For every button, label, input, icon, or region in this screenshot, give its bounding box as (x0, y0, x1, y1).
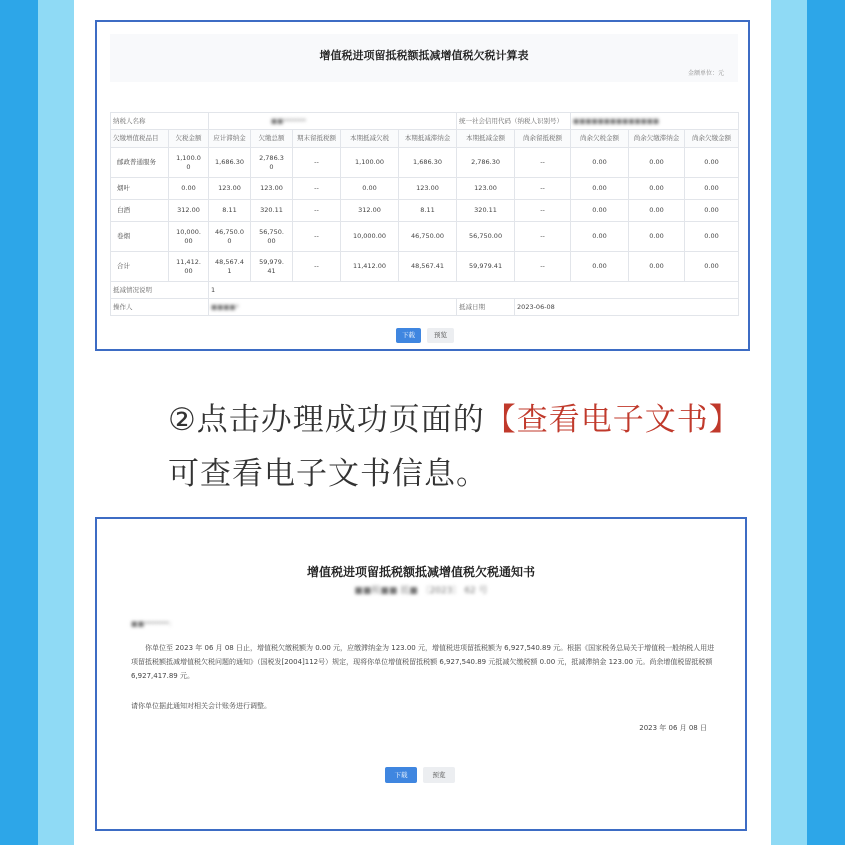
notice-date: 2023 年 06 月 08 日 (639, 724, 707, 732)
table-cell: 312.00 (169, 200, 209, 222)
table-header-row (111, 130, 739, 148)
table-cell: 123.00 (399, 178, 457, 200)
table-cell: -- (293, 252, 341, 282)
table-cell: 0.00 (685, 148, 739, 178)
table-cell: -- (293, 222, 341, 252)
table-cell: 11,412. 00 (169, 252, 209, 282)
deduction-note-label: 抵减情况说明 (111, 282, 209, 299)
row-item-name: 邮政普通服务 (111, 148, 169, 178)
table-cell: 0.00 (629, 222, 685, 252)
table-cell: -- (515, 222, 571, 252)
table-cell: 1,686.30 (399, 148, 457, 178)
operator-label: 操作人 (111, 299, 209, 316)
table-cell: 59,979.41 (457, 252, 515, 282)
table-cell: 59,979. 41 (251, 252, 293, 282)
table-cell: 8.11 (399, 200, 457, 222)
header-cell: 尚余留抵税额 (515, 130, 571, 148)
deduction-note-row (111, 282, 739, 299)
table-cell: 46,750.0 0 (209, 222, 251, 252)
taxpayer-name-label: 纳税人名称 (111, 113, 209, 130)
notice-note: 请你单位据此通知对相关会计账务进行调整。 (131, 702, 271, 710)
table-cell: 10,000.00 (341, 222, 399, 252)
table-cell: 0.00 (571, 148, 629, 178)
notice-doc-number: ■■税■■ 抵■ 〔2023〕 62 号 (354, 586, 488, 596)
header-cell: 本期抵减滞纳金 (399, 130, 457, 148)
table-cell: 0.00 (571, 252, 629, 282)
row-item-name: 卷烟 (111, 222, 169, 252)
table-cell: 0.00 (341, 178, 399, 200)
table-cell: 0.00 (685, 200, 739, 222)
table-cell: 1,100.0 0 (169, 148, 209, 178)
credit-code-value: ■■■■■■■■■■■■■■ (571, 113, 739, 130)
table-row (111, 148, 739, 178)
table-cell: 0.00 (571, 178, 629, 200)
table-cell: 123.00 (251, 178, 293, 200)
deduction-date-value: 2023-06-08 (515, 299, 739, 316)
table-cell: 123.00 (457, 178, 515, 200)
header-cell: 欠税金额 (169, 130, 209, 148)
calc-table-screenshot (95, 20, 750, 351)
table-cell: -- (293, 178, 341, 200)
caption-highlight: 【查看电子文书】 (484, 402, 741, 438)
operator-value: ■■■■* (209, 299, 457, 316)
table-cell: -- (515, 178, 571, 200)
table-cell: 0.00 (629, 178, 685, 200)
calc-preview-button[interactable]: 预览 (427, 328, 454, 343)
table-cell: -- (515, 200, 571, 222)
table-cell: 8.11 (209, 200, 251, 222)
taxpayer-info-row (111, 113, 739, 130)
header-cell: 应计滞纳金 (209, 130, 251, 148)
background-stripe-right-light (771, 0, 807, 845)
table-cell: 0.00 (685, 178, 739, 200)
operator-row (111, 299, 739, 316)
table-cell: 0.00 (571, 200, 629, 222)
notice-addressee: ■■*******： (131, 620, 176, 628)
table-cell: 320.11 (251, 200, 293, 222)
table-cell: 10,000. 00 (169, 222, 209, 252)
row-item-name: 白酒 (111, 200, 169, 222)
table-row (111, 252, 739, 282)
caption-suffix: 可查看电子文书信息。 (168, 456, 488, 492)
table-cell: 0.00 (629, 200, 685, 222)
notice-screenshot (95, 517, 747, 831)
instruction-caption (168, 393, 748, 501)
table-cell: 56,750.00 (457, 222, 515, 252)
table-cell: -- (515, 148, 571, 178)
table-cell: 2,786.3 0 (251, 148, 293, 178)
header-cell: 本期抵减欠税 (341, 130, 399, 148)
deduction-note-value: 1 (209, 282, 739, 299)
table-row (111, 200, 739, 222)
table-cell: 0.00 (629, 148, 685, 178)
table-cell: 312.00 (341, 200, 399, 222)
table-cell: 56,750. 00 (251, 222, 293, 252)
background-stripe-left-light (38, 0, 74, 845)
table-cell: -- (515, 252, 571, 282)
table-cell: 0.00 (685, 252, 739, 282)
header-cell: 尚余欠缴金额 (685, 130, 739, 148)
calc-table-title: 增值税进项留抵税额抵减增值税欠税计算表 (319, 49, 529, 62)
table-cell: 1,686.30 (209, 148, 251, 178)
caption-prefix: ②点击办理成功页面的 (168, 402, 485, 438)
table-cell: 48,567.4 1 (209, 252, 251, 282)
notice-body: 你单位至 2023 年 06 月 08 日止，增值税欠缴税额为 0.00 元，应缴滞纳金为 123.00 元，增值税进项留抵税额为 6,927,540.89 元。根据《国家税务总局关于增值税一般纳税人用进项留抵税额抵减增值税欠税问题的通知》（国税发[2004]112号）规定，现将你单位增值税留抵税额 6,927,540.89 元抵减欠缴税额 0.00 元，抵减滞纳金 123.00 元。尚余增值税留抵税额 6,927,417.89 元。 (131, 644, 715, 680)
calc-table-form (110, 30, 738, 320)
table-cell: 0.00 (685, 222, 739, 252)
header-cell: 欠缴增值税品目 (111, 130, 169, 148)
background-stripe-right-dark (807, 0, 845, 845)
table-row (111, 222, 739, 252)
header-cell: 尚余欠税金额 (571, 130, 629, 148)
table-cell: 0.00 (169, 178, 209, 200)
table-cell: -- (293, 148, 341, 178)
table-cell: 123.00 (209, 178, 251, 200)
calc-table-body (111, 148, 739, 282)
table-row (111, 178, 739, 200)
table-cell: 2,786.30 (457, 148, 515, 178)
credit-code-label: 统一社会信用代码（纳税人识别号） (457, 113, 571, 130)
table-cell: 1,100.00 (341, 148, 399, 178)
table-cell: 46,750.00 (399, 222, 457, 252)
background-stripe-left-dark (0, 0, 38, 845)
table-cell: -- (293, 200, 341, 222)
row-item-name: 烟叶 (111, 178, 169, 200)
header-cell: 期末留抵税额 (293, 130, 341, 148)
table-cell: 11,412.00 (341, 252, 399, 282)
table-cell: 320.11 (457, 200, 515, 222)
notice-preview-button[interactable]: 预览 (423, 767, 455, 783)
header-cell: 尚余欠缴滞纳金 (629, 130, 685, 148)
row-item-name: 合计 (111, 252, 169, 282)
notice-download-button[interactable]: 下载 (385, 767, 417, 783)
calc-download-button[interactable]: 下载 (396, 328, 421, 343)
notice-title: 增值税进项留抵税额抵减增值税欠税通知书 (306, 565, 535, 579)
deduction-date-label: 抵减日期 (457, 299, 515, 316)
taxpayer-name-value: ■■******* (209, 113, 457, 130)
header-cell: 欠缴总额 (251, 130, 293, 148)
table-cell: 48,567.41 (399, 252, 457, 282)
table-cell: 0.00 (629, 252, 685, 282)
table-cell: 0.00 (571, 222, 629, 252)
header-cell: 本期抵减金额 (457, 130, 515, 148)
amount-unit-label: 金额单位：元 (687, 70, 724, 77)
calc-table (110, 112, 739, 316)
